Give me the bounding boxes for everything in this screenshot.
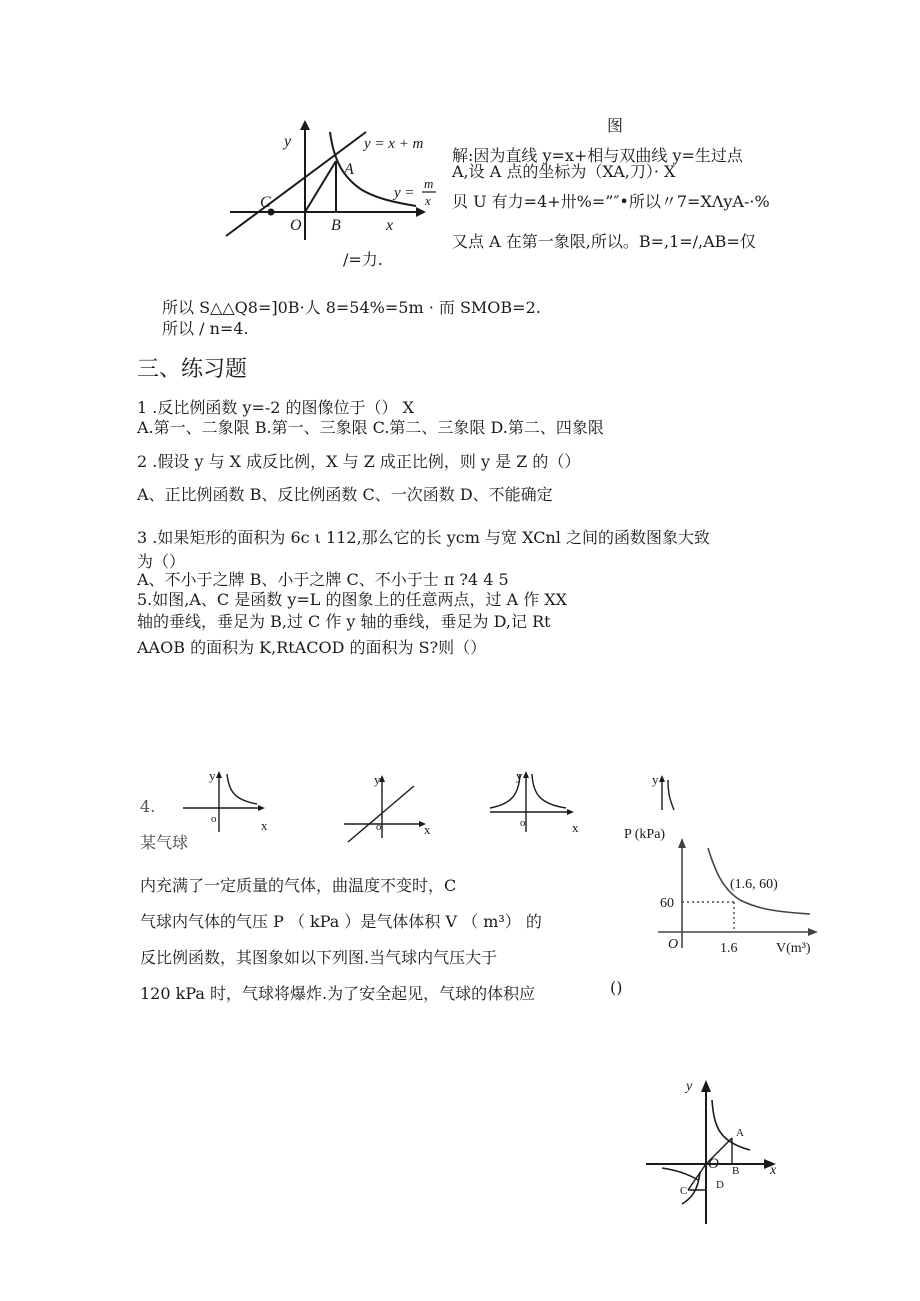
solution-line-3: 贝 U 有力=4+卅%=”″•所以〃7=XΛyA-·% <box>452 192 770 211</box>
pressure-volume-graph <box>620 818 830 958</box>
fig5-label-B: B <box>732 1165 740 1177</box>
solution-line-6: 所以 S△△Q8=]0B·人 8=54%=5m · 而 SMOB=2. <box>162 298 541 317</box>
q4-line-1: 内充满了一定质量的气体，曲温度不变时，C <box>140 876 457 895</box>
figure-caption: 图 <box>607 116 624 135</box>
graph-a-y: y <box>209 768 216 783</box>
q4-line-3: 反比例函数，其图象如以下列图.当气球内气压大于 <box>140 948 498 967</box>
graph-a-x: x <box>261 818 268 833</box>
question-3-options: A、不小于之牌 B、小于之牌 C、不小于士 π ?4 4 5 <box>137 570 509 589</box>
question-1-options: A.第一、二象限 B.第一、三象限 C.第二、三象限 D.第二、四象限 <box>137 418 604 437</box>
solution-line-7: 所以 / n=4. <box>162 319 249 338</box>
question-1: 1 .反比例函数 y=-2 的图像位于（） X <box>137 398 415 417</box>
solution-line-1: 解:因为直线 y=x+相与双曲线 y=生过点 <box>452 146 743 165</box>
fig5-label-x: x <box>770 1163 777 1178</box>
question-5-line-1: 5.如图,A、C 是函数 y=L 的图象上的任意两点，过 A 作 XX <box>137 590 568 609</box>
point-label: (1.6, 60) <box>730 877 778 892</box>
solution-line-4: 又点 A 在第一象限,所以。B=,1=/,AB=仅 <box>452 232 756 251</box>
graph-d-y: y <box>652 772 659 787</box>
graph-c-x: x <box>572 820 579 835</box>
tick-60: 60 <box>660 896 674 911</box>
q4-line-4: 120 kPa 时，气球将爆炸.为了安全起见，气球的体积应 <box>140 984 536 1003</box>
graph-b-o: o <box>376 821 382 833</box>
question-5-line-2: 轴的垂线，垂足为 B,过 C 作 y 轴的垂线，垂足为 D,记 Rt <box>137 612 551 631</box>
graph-b-x: x <box>424 822 431 837</box>
graph-c-o: o <box>520 817 526 829</box>
solution-line-5: /=力. <box>343 250 383 269</box>
origin-label: O <box>668 937 679 952</box>
p-label: P (kPa) <box>624 827 666 842</box>
question-4-number: 4. <box>140 797 156 816</box>
option-graph-d <box>648 770 688 814</box>
label-hyp-num: m <box>424 176 434 191</box>
v-label: V(m³) <box>776 941 811 956</box>
option-graph-c <box>486 766 586 836</box>
graph-b-y: y <box>374 772 381 787</box>
label-O: O <box>290 217 302 234</box>
fig5-label-A: A <box>736 1127 744 1139</box>
question-5-line-3: AAOB 的面积为 K,RtACOD 的面积为 S?则（） <box>137 638 487 657</box>
label-A: A <box>344 161 354 178</box>
x-axis-arrow <box>416 207 426 217</box>
label-C: C <box>260 194 271 211</box>
fig5-label-D: D <box>716 1179 724 1191</box>
solution-line-2: A,设 A 点的坐标为（XA,刀）· X <box>452 162 676 181</box>
question-3-line-1: 3 .如果矩形的面积为 6c ι 112,那么它的长 ycm 与宽 XCnl 之间的函数图象大致 <box>137 528 710 547</box>
label-x: x <box>386 217 394 234</box>
label-hyp-den: x <box>425 193 431 208</box>
label-hyp-y: y = <box>394 185 415 201</box>
label-y: y <box>284 133 292 150</box>
question-3-line-2: 为（） <box>137 552 186 571</box>
question-2-options: A、正比例函数 B、反比例函数 C、一次函数 D、不能确定 <box>137 485 553 504</box>
label-line-eq: y = x + m <box>364 136 424 152</box>
figure-question-5 <box>640 1072 790 1232</box>
segment-OA <box>305 161 336 212</box>
fig5-curve-q1 <box>712 1100 750 1150</box>
question-4-word: 某气球 <box>140 833 189 852</box>
figure-line-hyperbola <box>226 112 446 262</box>
tick-1-6: 1.6 <box>720 941 738 956</box>
option-graph-a <box>175 766 275 836</box>
y-axis-arrow <box>300 120 310 130</box>
graph-a-o: o <box>211 813 217 825</box>
section-heading: 三、练习题 <box>137 357 248 382</box>
fig5-label-y: y <box>686 1079 693 1094</box>
graph-c-y: y <box>516 768 523 783</box>
q4-line-2: 气球内气体的气压 P （ kPa ）是气体体积 V （ m³） 的 <box>140 912 542 931</box>
option-graph-b <box>338 770 438 840</box>
label-B: B <box>331 217 341 234</box>
fig5-label-O: O <box>708 1156 719 1172</box>
question-2: 2 .假设 y 与 X 成反比例，X 与 Z 成正比例，则 y 是 Z 的（） <box>137 452 581 471</box>
fig5-label-C: C <box>680 1185 688 1197</box>
q4-answer-paren: () <box>610 978 623 997</box>
